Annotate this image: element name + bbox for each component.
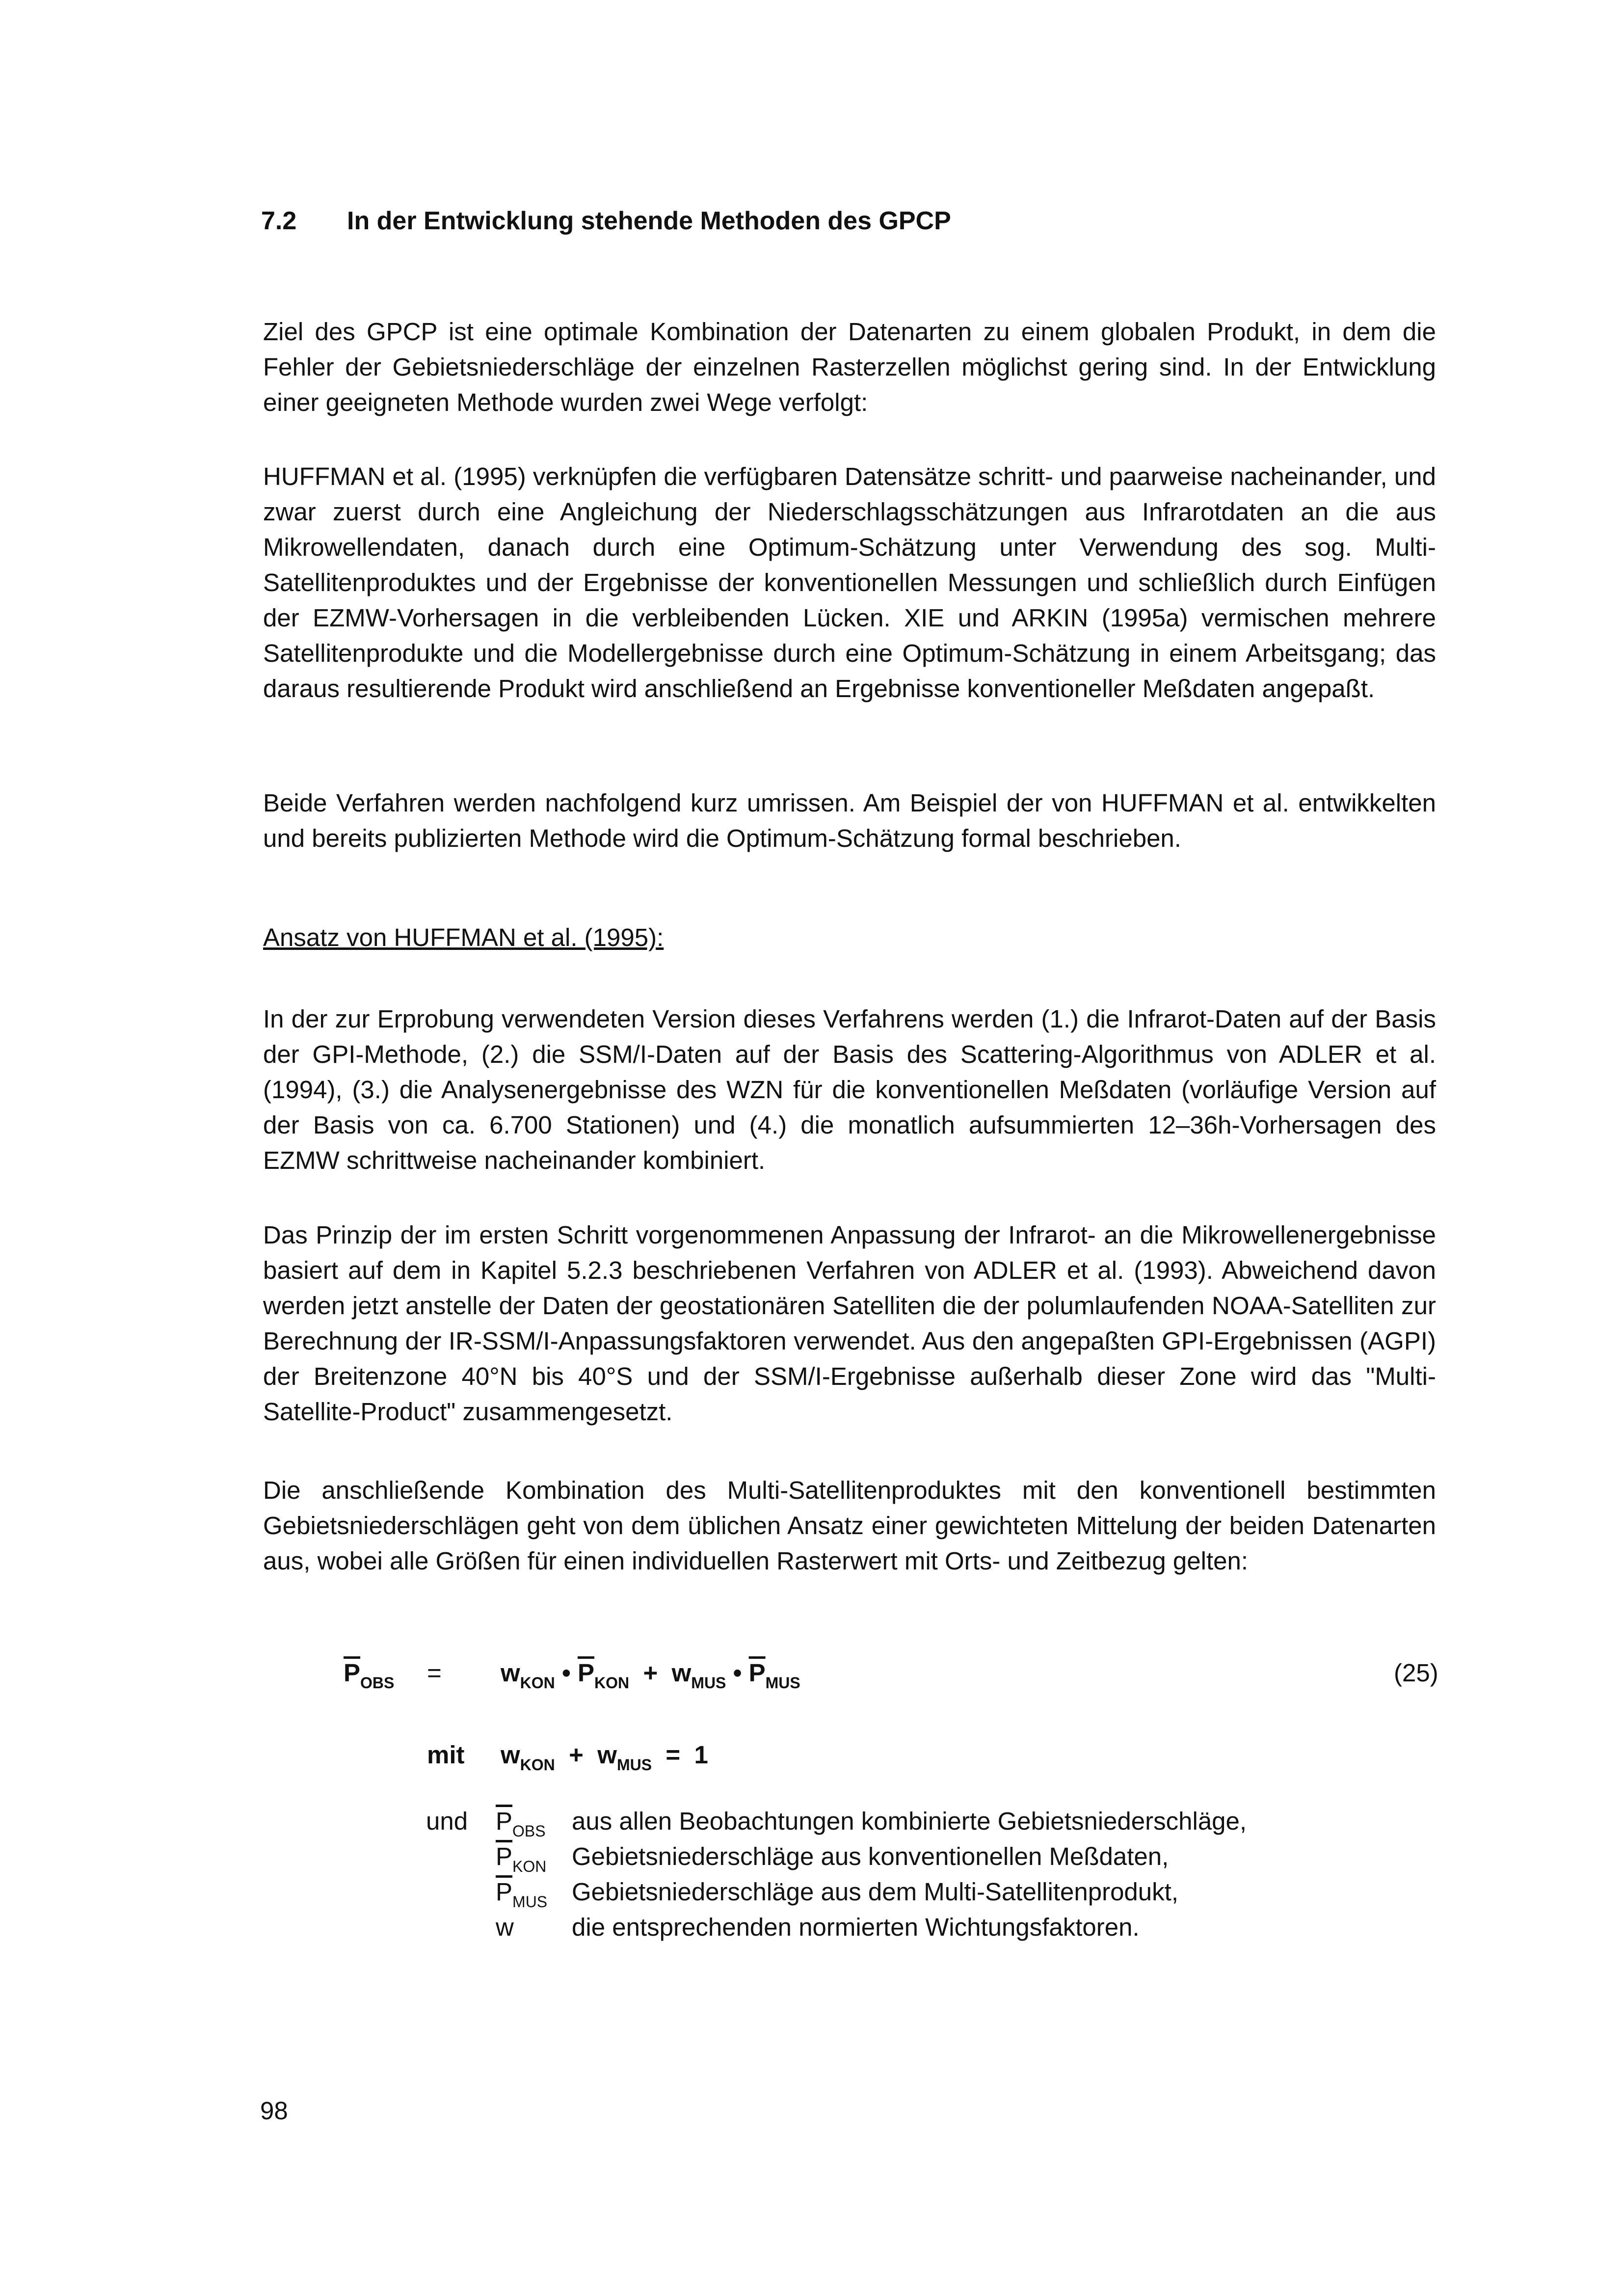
eq-mit-label (427, 1740, 465, 1769)
legend-text: die entsprechenden normierten Wichtungsfaktoren. (572, 1913, 1140, 1941)
eq-lhs-symbol: $\overline{P}$ (344, 1659, 361, 1687)
legend-symbol: $\overline{P}$ (496, 1807, 513, 1835)
eq-lhs-subscript: OBS (360, 1674, 395, 1692)
legend-row (496, 1842, 1169, 1876)
page-number: 98 (260, 2097, 288, 2125)
legend-text: Gebietsniederschläge aus konventionellen Meßdaten, (572, 1842, 1169, 1870)
eq-rhs (501, 1658, 800, 1692)
paragraph-version: In der zur Erprobung verwendeten Version dieses Verfahrens werden (1.) die Infrarot-Daten auf der Basis der GPI-Methode, (2.) die SSM/I-Daten auf der Basis des Scattering-Algorithmus von ADLER et al. (1994), (3.) die Analysenergebnisse des WZN für die konventionellen Meßdaten (vorläufige Version auf der Basis von ca. 6.700 Stationen) und (4.) die monatlich aufsummierten 12–36h-Vorhersagen des EZMW schrittweise nacheinander kombiniert. (263, 1005, 1436, 1174)
eq-w2-sub: MUS (691, 1674, 726, 1692)
legend-subscript: KON (512, 1858, 547, 1875)
eq-p1: $\overline{P}$ (577, 1659, 595, 1687)
eq-w2: w (671, 1659, 692, 1687)
legend-row (496, 1877, 1178, 1911)
section-number: 7.2 (261, 207, 297, 235)
legend-row (496, 1913, 1140, 1946)
legend-und-label: und (426, 1807, 468, 1835)
subheading-huffman: Ansatz von HUFFMAN et al. (1995): (263, 923, 664, 951)
eq-w1: w (501, 1659, 520, 1687)
legend-symbol: $\overline{P}$ (496, 1878, 513, 1906)
legend-text: aus allen Beobachtungen kombinierte Gebietsniederschläge, (572, 1807, 1247, 1835)
legend-row (496, 1807, 1247, 1840)
c-w2-sub: MUS (616, 1756, 652, 1774)
c-one: 1 (694, 1741, 708, 1769)
legend-symbol: w (496, 1913, 514, 1941)
eq-dot2: • (733, 1659, 742, 1687)
eq-w1-sub: KON (520, 1674, 555, 1692)
equation-25 (344, 1658, 394, 1692)
eq-plus: + (643, 1659, 658, 1687)
equation-number: (25) (1394, 1659, 1438, 1687)
mit-text: mit (427, 1741, 465, 1769)
c-w1: w (501, 1741, 520, 1769)
eq-equals: = (427, 1659, 442, 1687)
paragraph-intro: Ziel des GPCP ist eine optimale Kombination der Datenarten zu einem globalen Produkt, in dem die Fehler der Gebietsniederschläge der einzelnen Rasterzellen möglichst gering sind. In der Entwicklung einer geeigneten Methode wurden zwei Wege verfolgt: (263, 318, 1436, 416)
paragraph-combination: Die anschließende Kombination des Multi-Satellitenproduktes mit den konventionell bestimmten Gebietsniederschlägen geht von dem üblichen Ansatz einer gewichteten Mittelung der beiden Datenarten aus, wobei alle Größen für einen individuellen Rasterwert mit Orts- und Zeitbezug gelten: (263, 1476, 1436, 1575)
c-equals: = (665, 1741, 681, 1769)
eq-p2-sub: MUS (765, 1674, 800, 1692)
eq-p2: $\overline{P}$ (748, 1659, 766, 1687)
legend-subscript: OBS (512, 1822, 546, 1840)
c-w2: w (597, 1741, 617, 1769)
legend-text: Gebietsniederschläge aus dem Multi-Satellitenprodukt, (572, 1878, 1179, 1906)
legend-symbol: $\overline{P}$ (496, 1842, 513, 1870)
paragraph-huffman-xie: HUFFMAN et al. (1995) verknüpfen die verfügbaren Datensätze schritt- und paarweise nacheinander, und zwar zuerst durch eine Angleichung der Niederschlagsschätzungen aus Infrarotdaten an die aus Mikrowellendaten, danach durch eine Optimum-Schätzung unter Verwendung des sog. Multi-Satellitenproduktes und der Ergebnisse der konventionellen Messungen und schließlich durch Einfügen der EZMW-Vorhersagen in die verbleibenden Lücken. XIE und ARKIN (1995a) vermischen mehrere Satellitenprodukte und die Modellergebnisse durch eine Optimum-Schätzung in einem Arbeitsgang; das daraus resultierende Produkt wird anschließend an Ergebnisse konventioneller Meßdaten angepaßt. (263, 462, 1436, 702)
eq-p1-sub: KON (594, 1674, 630, 1692)
legend-subscript: MUS (512, 1893, 548, 1911)
section-heading (261, 206, 951, 236)
paragraph-principle: Das Prinzip der im ersten Schritt vorgenommenen Anpassung der Infrarot- an die Mikrowellenergebnisse basiert auf dem in Kapitel 5.2.3 beschriebenen Verfahren von ADLER et al. (1993). Abweichend davon werden jetzt anstelle der Daten der geostationären Satelliten die der polumlaufenden NOAA-Satelliten zur Berechnung der IR-SSM/I-Anpassungsfaktoren verwendet. Aus den angepaßten GPI-Ergebnissen (AGPI) der Breitenzone 40°N bis 40°S und der SSM/I-Ergebnisse außerhalb dieser Zone wird das "Multi-Satellite-Product" zusammengesetzt. (263, 1221, 1436, 1426)
eq-dot1: • (561, 1659, 571, 1687)
section-title: In der Entwicklung stehende Methoden des GPCP (347, 207, 951, 235)
c-w1-sub: KON (520, 1756, 555, 1774)
c-plus: + (569, 1741, 584, 1769)
eq-constraint (501, 1740, 708, 1774)
paragraph-summary: Beide Verfahren werden nachfolgend kurz umrissen. Am Beispiel der von HUFFMAN et al. entwikkelten und bereits publizierten Methode wird die Optimum-Schätzung formal beschrieben. (263, 789, 1436, 852)
